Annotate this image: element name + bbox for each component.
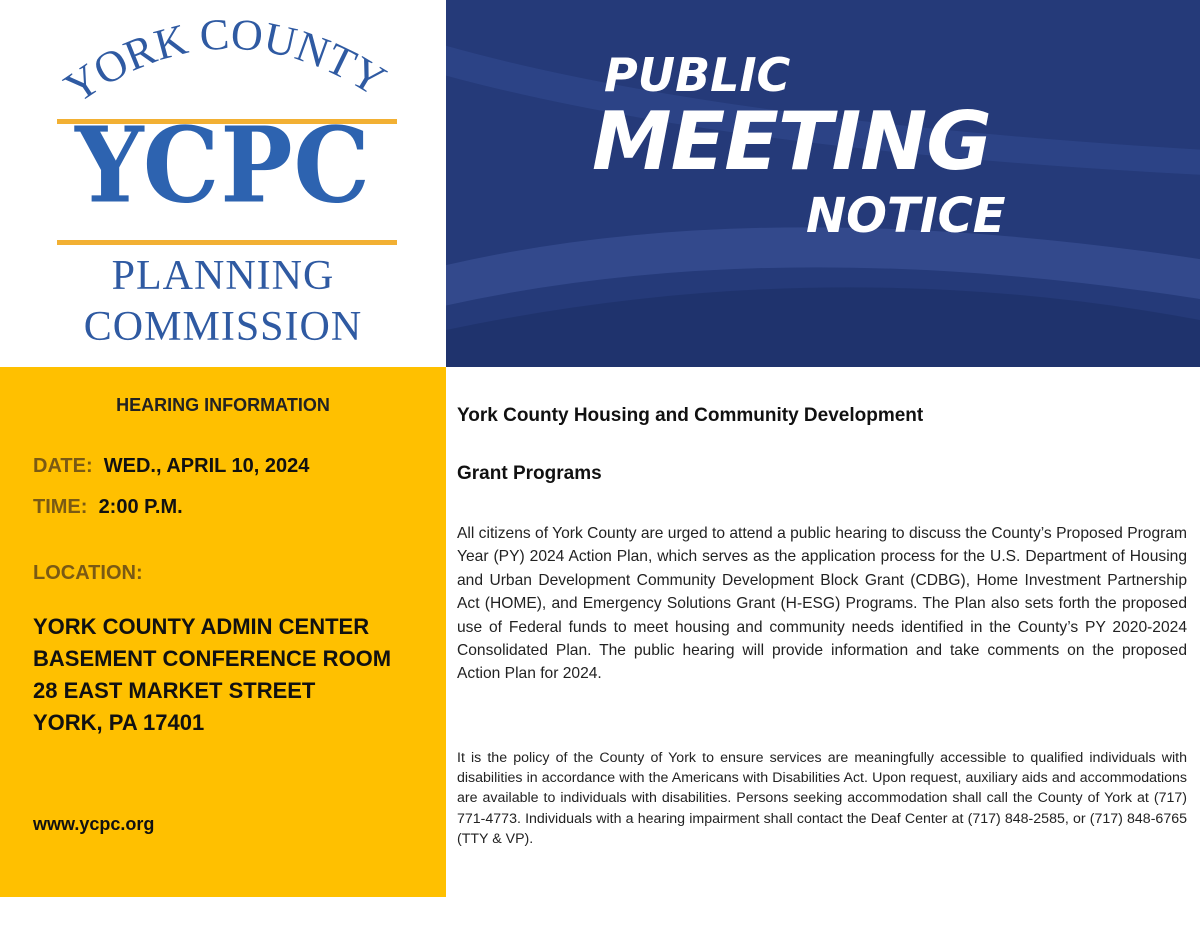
hearing-time: [33, 496, 183, 519]
logo-planning: PLANNING: [111, 253, 335, 299]
date-value: WED., APRIL 10, 2024: [103, 455, 310, 477]
time-value: 2:00 P.M.: [98, 496, 183, 518]
logo-arc-svg: [0, 0, 446, 120]
date-label: DATE:: [33, 455, 93, 477]
hearing-date: [33, 455, 309, 478]
heading-grant-programs: Grant Programs: [457, 463, 602, 484]
hearing-title: HEARING INFORMATION: [116, 395, 330, 415]
paragraph-accessibility: It is the policy of the County of York to ensure services are meaningfully accessible to qualified individuals with disabilities in accordance with the Americans with Disabilities Act. Upon request, auxiliary aids and accommodations are available to individuals with disabilities. Persons seeking accommodation shall call the County of York at (717) 771-4773. Individuals with a hearing impairment shall contact the Deaf Center at (717) 848-2585, or (717) 848-6765 (TTY & VP).: [457, 750, 1187, 847]
heading-department: York County Housing and Community Development: [457, 405, 924, 426]
paragraph-hearing: All citizens of York County are urged to attend a public hearing to discuss the County’s Proposed Program Year (PY) 2024 Action Plan, which serves as the application process for the U.S. Department of Housing and Urban Development Community Development Block Grant (CDBG), Home Investment Partnership Act (HOME), and Emergency Solutions Grant (H-ESG) Programs. The Plan also sets forth the proposed use of Federal funds to meet housing and community needs identified in the County’s PY 2020-2024 Consolidated Plan. The public hearing will provide information and take comments on the proposed Action Plan for 2024.: [457, 525, 1187, 683]
banner-notice: NOTICE: [806, 188, 1006, 244]
address-line-1: YORK COUNTY ADMIN CENTER: [33, 614, 370, 639]
hearing-information-panel: [0, 367, 446, 897]
banner-meeting: MEETING: [592, 95, 991, 188]
time-label: TIME:: [33, 496, 88, 518]
ycpc-logo: [0, 0, 446, 367]
address-line-3: 28 EAST MARKET STREET: [33, 678, 316, 703]
public-meeting-banner: [446, 0, 1200, 367]
address-line-2: BASEMENT CONFERENCE ROOM: [33, 646, 392, 671]
location-address: [33, 611, 391, 739]
address-line-4: YORK, PA 17401: [33, 710, 205, 735]
logo-commission: COMMISSION: [83, 304, 363, 350]
location-label: LOCATION:: [33, 562, 143, 584]
logo-bottom-bar: [57, 240, 397, 245]
logo-acronym: YCPC: [75, 104, 371, 227]
logo-arc-text: YORK COUNTY: [55, 9, 395, 113]
website-link[interactable]: www.ycpc.org: [33, 814, 155, 834]
banner-public: PUBLIC: [604, 48, 791, 102]
